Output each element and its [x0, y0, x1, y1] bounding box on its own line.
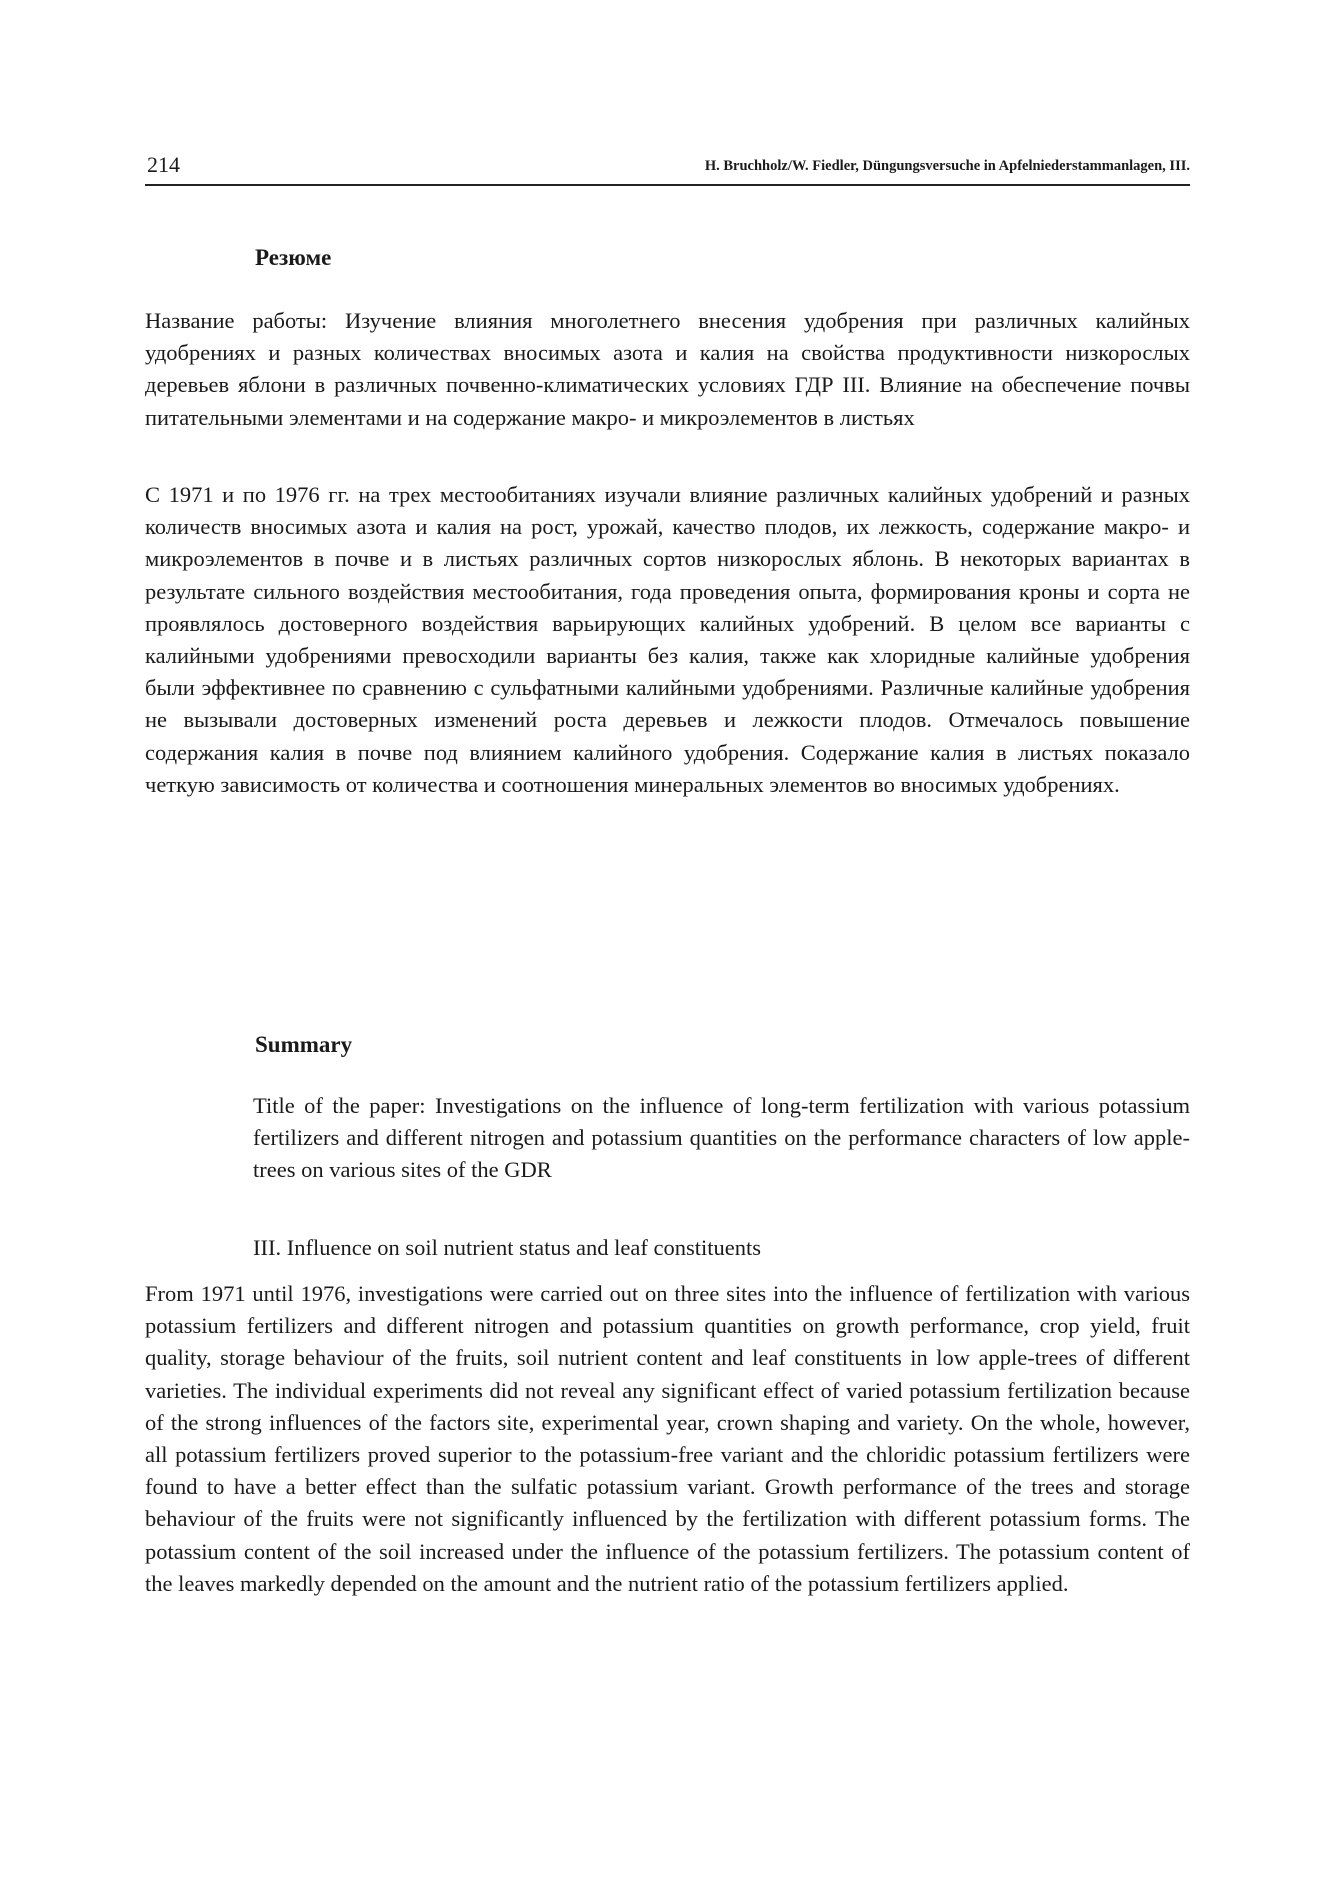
russian-title-text: Изучение влияния многолетнего внесения удобрения при различных калийных удобрениях и разных количествах вносимых азота и калия на свойства продуктивности низкорослых деревьев яблони в различных почвенно-климатических условиях ГДР III. Влияние на обеспечение почвы питательными элементами и на содержание макро- и микроэлементов в листьях — [145, 308, 1190, 430]
english-title-text: Investigations on the influence of long-term fertilization with various potassium fertilizers and different nitrogen and potassium quantities on the performance characters of low apple-trees on various sites of the GDR — [253, 1093, 1191, 1183]
running-title: H. Bruchholz/W. Fiedler, Düngungsversuche in Apfelniederstammanlagen, III. — [704, 158, 1190, 174]
english-title-label: Title of the paper: — [253, 1093, 426, 1118]
page-number: 214 — [147, 152, 180, 177]
english-subtitle: III. Influence on soil nutrient status and leaf constituents — [253, 1235, 761, 1260]
english-title-paragraph — [253, 1090, 1190, 1187]
english-heading: Summary — [255, 1032, 353, 1057]
document-page — [145, 0, 1190, 1890]
russian-heading: Резюме — [255, 245, 332, 270]
russian-title-paragraph — [145, 305, 1190, 434]
russian-title-label: Название работы: — [145, 308, 328, 333]
running-head — [145, 150, 1190, 186]
english-abstract-body: From 1971 until 1976, investigations were carried out on three sites into the influence of fertilization with various potassium fertilizers and different nitrogen and potassium quantities on growth performance, crop yield, fruit quality, storage behaviour of the fruits, soil nutrient content and leaf constituents in low apple-trees of different varieties. The individual experiments did not reveal any significant effect of varied potassium fertilization because of the strong influences of the factors site, experimental year, crown shaping and variety. On the whole, however, all potassium fertilizers proved superior to the potassium-free variant and the chloridic potassium fertilizers were found to have a better effect than the sulfatic potassium variant. Growth performance of the trees and storage behaviour of the fruits were not significantly influenced by the fertilization with different potassium forms. The potassium content of the soil increased under the influence of the potassium fertilizers. The potassium content of the leaves markedly depended on the amount and the nutrient ratio of the potassium fertilizers applied. — [145, 1281, 1190, 1596]
russian-abstract-body: С 1971 и по 1976 гг. на трех местообитаниях изучали влияние различных калийных удобрений и разных количеств вносимых азота и калия на рост, урожай, качество плодов, их лежкость, содержание макро- и микроэлементов в почве и в листьях различных сортов низкорослых яблонь. В некоторых вариантах в результате сильного воздействия местообитания, года проведения опыта, формирования кроны и сорта не проявлялось достоверного воздействия варьирующих калийных удобрений. В целом все варианты с калийными удобрениями превосходили варианты без калия, также как хлоридные калийные удобрения были эффективнее по сравнению с сульфатными калийными удобрениями. Различные калийные удобрения не вызывали достоверных изменений роста деревьев и лежкости плодов. Отмечалось повышение содержания калия в почве под влиянием калийного удобрения. Содержание калия в листьях показало четкую зависимость от количества и соотношения минеральных элементов во вносимых удобрениях. — [145, 482, 1190, 797]
